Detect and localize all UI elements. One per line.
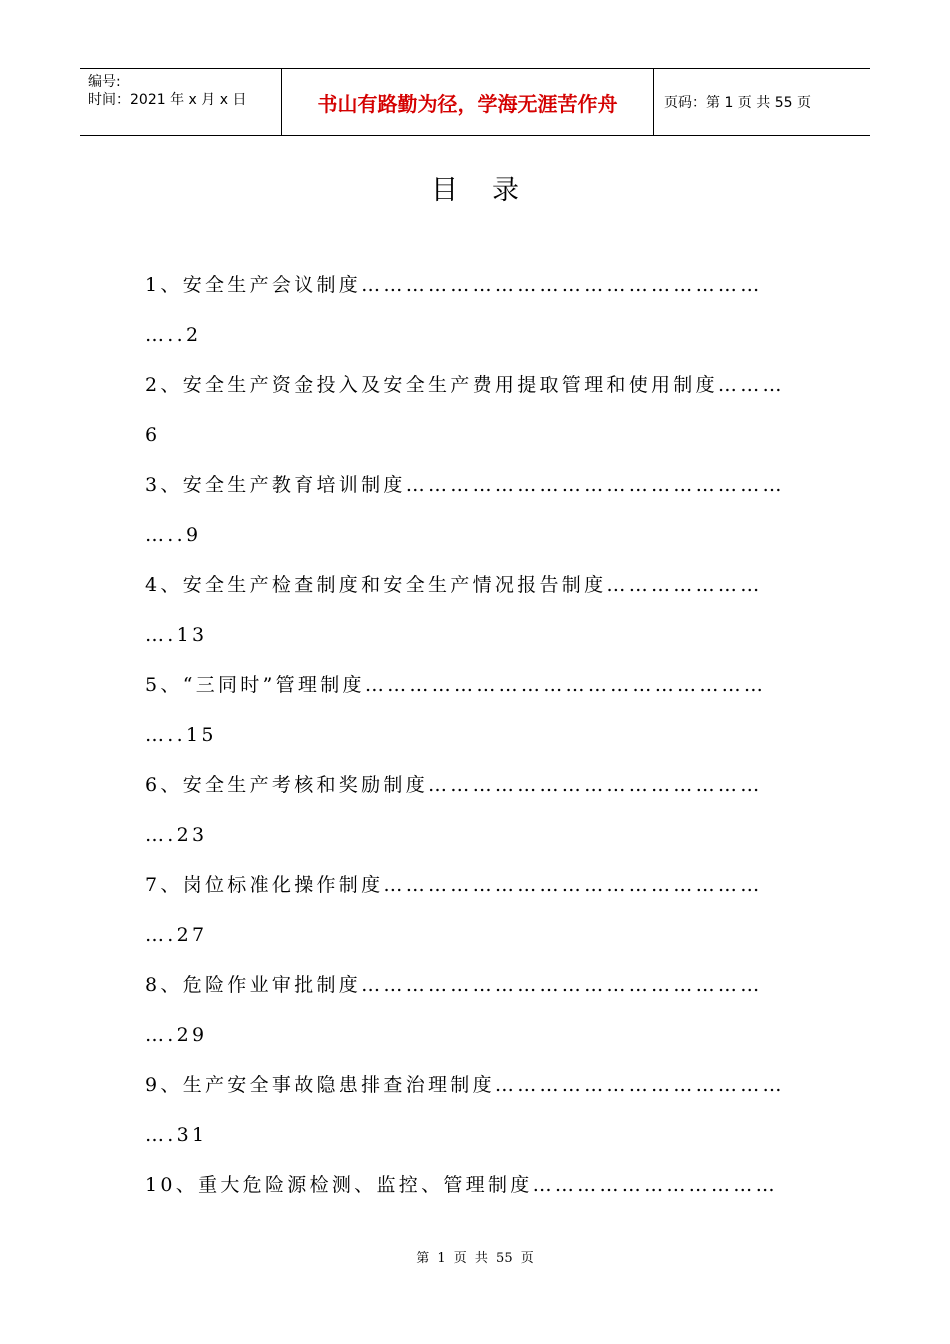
toc-entry-page: ….31: [145, 1124, 208, 1146]
toc-entry-title[interactable]: 9、生产安全事故隐患排查治理制度…………………………………: [145, 1074, 785, 1096]
toc-entry-title[interactable]: 10、重大危险源检测、监控、管理制度……………………………: [145, 1174, 778, 1196]
header-meta: [80, 69, 282, 135]
toc-entry-page: ….13: [145, 624, 208, 646]
page-footer: 第 1 页 共 55 页: [416, 1251, 534, 1266]
toc-entry-page: …..9: [145, 524, 202, 546]
toc-entry-title[interactable]: 2、安全生产资金投入及安全生产费用提取管理和使用制度………: [145, 374, 785, 396]
toc-entry-page: 6: [145, 424, 161, 446]
document-time-label: 时间：2021 年 x 月 x 日: [88, 92, 247, 108]
page-header: [80, 68, 870, 136]
header-motto: 书山有路勤为径，学海无涯苦作舟: [282, 69, 654, 135]
toc-entry-title[interactable]: 1、安全生产会议制度………………………………………………: [145, 274, 763, 296]
toc-entry-page: ….29: [145, 1024, 208, 1046]
page-title: 目录: [431, 175, 553, 206]
toc-entry-title[interactable]: 6、安全生产考核和奖励制度………………………………………: [145, 774, 763, 796]
toc-entry-title[interactable]: 3、安全生产教育培训制度……………………………………………: [145, 474, 785, 496]
header-page-info: 页码：第 1 页 共 55 页: [664, 95, 811, 111]
toc-entry-page: …..2: [145, 324, 202, 346]
toc-entry-page: …..15: [145, 724, 217, 746]
document-number-label: 编号:: [88, 74, 121, 90]
table-of-contents: [145, 268, 805, 1218]
toc-entry-title[interactable]: 4、安全生产检查制度和安全生产情况报告制度…………………: [145, 574, 763, 596]
toc-entry-page: ….23: [145, 824, 208, 846]
toc-entry-page: ….27: [145, 924, 208, 946]
toc-entry-title[interactable]: 5、“三同时”管理制度………………………………………………: [145, 674, 767, 696]
toc-entry-title[interactable]: 7、岗位标准化操作制度……………………………………………: [145, 874, 763, 896]
toc-entry-title[interactable]: 8、危险作业审批制度………………………………………………: [145, 974, 763, 996]
